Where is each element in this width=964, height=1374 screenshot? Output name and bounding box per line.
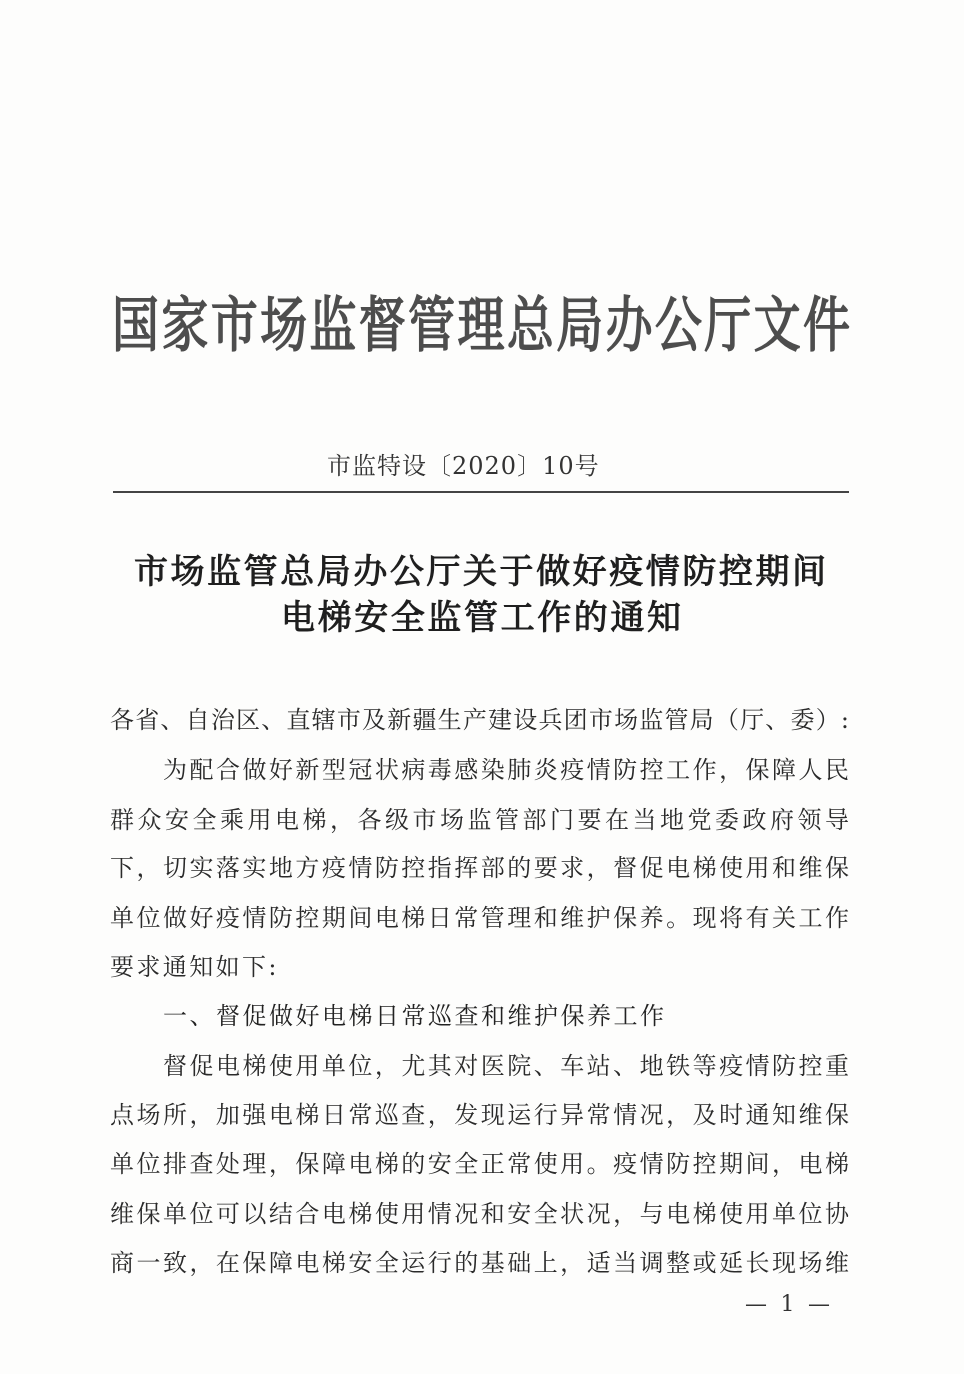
paragraph-line: 督促电梯使用单位，尤其对医院、车站、地铁等疫情防控重 bbox=[163, 1052, 850, 1080]
document-number: 市监特设〔2020〕10号 bbox=[327, 452, 600, 480]
paragraph-line: 点场所，加强电梯日常巡查，发现运行异常情况，及时通知维保 bbox=[110, 1101, 850, 1129]
paragraph-line: 商一致，在保障电梯安全运行的基础上，适当调整或延长现场维 bbox=[110, 1249, 850, 1277]
paragraph-line: 要求通知如下: bbox=[110, 953, 279, 981]
page-number: — 1 — bbox=[745, 1292, 830, 1317]
paragraph-line: 单位做好疫情防控期间电梯日常管理和维护保养。现将有关工作 bbox=[110, 904, 850, 932]
paragraph-line: 群众安全乘用电梯，各级市场监管部门要在当地党委政府领导 bbox=[110, 806, 850, 834]
document-title-line-1: 市场监管总局办公厅关于做好疫情防控期间 bbox=[134, 552, 826, 592]
salutation: 各省、自治区、直辖市及新疆生产建设兵团市场监管局（厅、委）: bbox=[110, 706, 850, 734]
header-divider bbox=[113, 491, 849, 493]
paragraph-line: 维保单位可以结合电梯使用情况和安全状况，与电梯使用单位协 bbox=[110, 1200, 850, 1228]
document-title-line-2: 电梯安全监管工作的通知 bbox=[281, 598, 681, 638]
paragraph-line: 为配合做好新型冠状病毒感染肺炎疫情防控工作，保障人民 bbox=[163, 756, 850, 784]
issuer-title: 国家市场监督管理总局办公厅文件 bbox=[112, 290, 850, 362]
paragraph-line: 单位排查处理，保障电梯的安全正常使用。疫情防控期间，电梯 bbox=[110, 1150, 850, 1178]
section-heading-1: 一、督促做好电梯日常巡查和维护保养工作 bbox=[163, 1002, 665, 1030]
paragraph-line: 下，切实落实地方疫情防控指挥部的要求，督促电梯使用和维保 bbox=[110, 854, 850, 882]
